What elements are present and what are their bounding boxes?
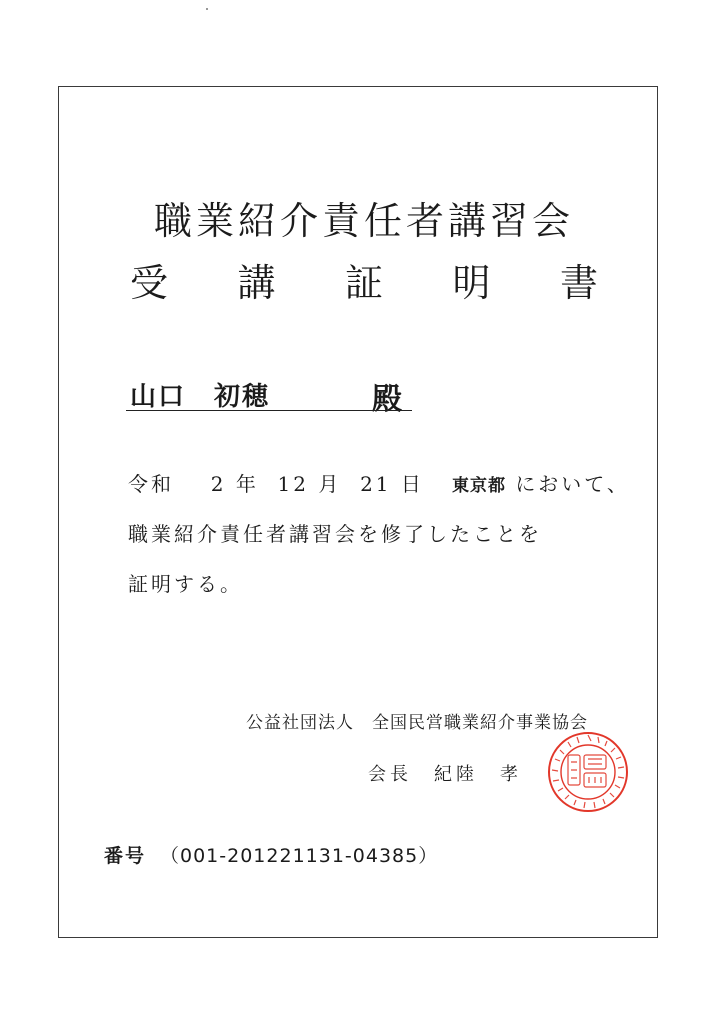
subtitle-char: 明 (452, 261, 491, 305)
completion-date-line: 令和 2 年 12 月 21 日 東京都 において、 (128, 472, 630, 496)
scan-speck (206, 8, 208, 10)
subtitle-char: 受 (130, 261, 169, 305)
certification-statement: 証明する。 (128, 572, 243, 596)
subtitle-char: 講 (237, 261, 276, 305)
day: 21 (360, 472, 392, 496)
official-seal-icon (546, 730, 630, 814)
name-underline (126, 410, 412, 411)
issuer-president: 会長 紀陸 孝 (368, 764, 522, 785)
year: 2 (210, 472, 227, 496)
certificate-number: （001-201221131-04385） (160, 845, 439, 867)
month: 12 (277, 472, 309, 496)
recipient-name: 山口 初穂 (130, 382, 271, 412)
certificate-number-label: 番号 (104, 845, 147, 867)
subtitle-char: 証 (344, 261, 383, 305)
certificate-subtitle (130, 252, 598, 307)
issuer-organization: 公益社団法人 全国民営職業紹介事業協会 (246, 713, 588, 733)
recipient-honorific: 殿 (372, 382, 402, 417)
era: 令和 (128, 472, 174, 496)
completion-statement: 職業紹介責任者講習会を修了したことを (128, 522, 542, 546)
subtitle-char: 書 (559, 261, 598, 305)
location: 東京都 (451, 476, 506, 496)
certificate-title: 職業紹介責任者講習会 (153, 199, 574, 243)
